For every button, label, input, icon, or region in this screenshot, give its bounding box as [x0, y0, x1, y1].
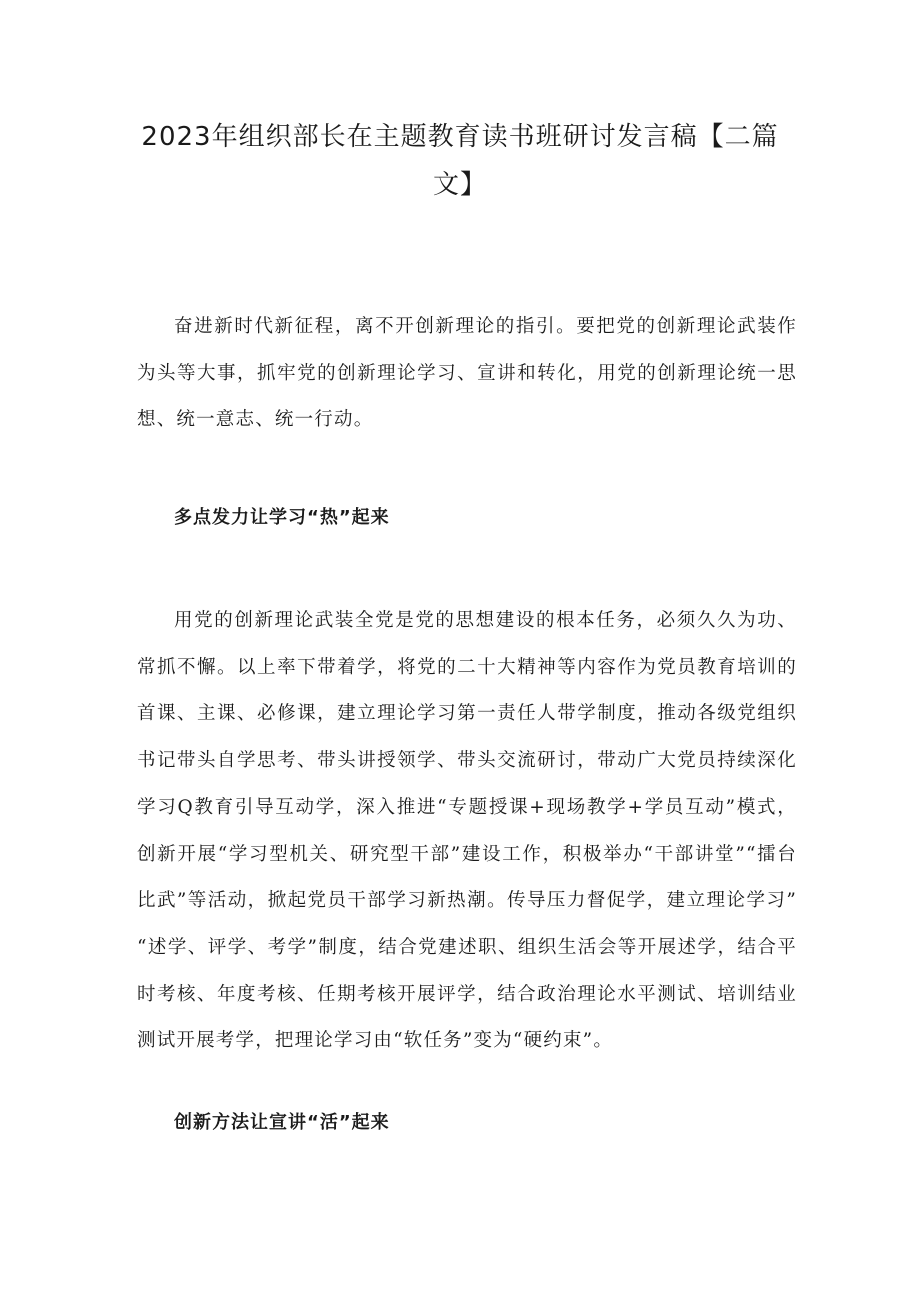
section-paragraph-learning: 用党的创新理论武装全党是党的思想建设的根本任务，必须久久为功、常抓不懈。以上率下带着学，将党的二十大精神等内容作为党员教育培训的首课、主课、必修课，建立理论学习第一责任人带学制度，推动各级党组织书记带头自学思考、带头讲授领学、带头交流研讨，带动广大党员持续深化学习Q教育引导互动学，深入推进“专题授课+现场教学+学员互动”模式，创新开展“学习型机关、研究型干部”建设工作，积极举办“干部讲堂”“擂台比武”等活动，掀起党员干部学习新热潮。传导压力督促学，建立理论学习”“述学、评学、考学”制度，结合党建述职、组织生活会等开展述学，结合平时考核、年度考核、任期考核开展评学，结合政治理论水平测试、培训结业测试开展考学，把理论学习由“软任务”变为“硬约束”。 [137, 610, 797, 1052]
section-heading-learning: 多点发力让学习“热”起来 [174, 507, 390, 528]
document-title: 2023年组织部长在主题教育读书班研讨发言稿【二篇文】 [141, 122, 779, 200]
intro-paragraph: 奋进新时代新征程，离不开创新理论的指引。要把党的创新理论武装作为头等大事，抓牢党的创新理论学习、宣讲和转化，用党的创新理论统一思想、统一意志、统一行动。 [137, 316, 797, 431]
section-heading-preaching: 创新方法让宣讲“活”起来 [174, 1112, 390, 1133]
